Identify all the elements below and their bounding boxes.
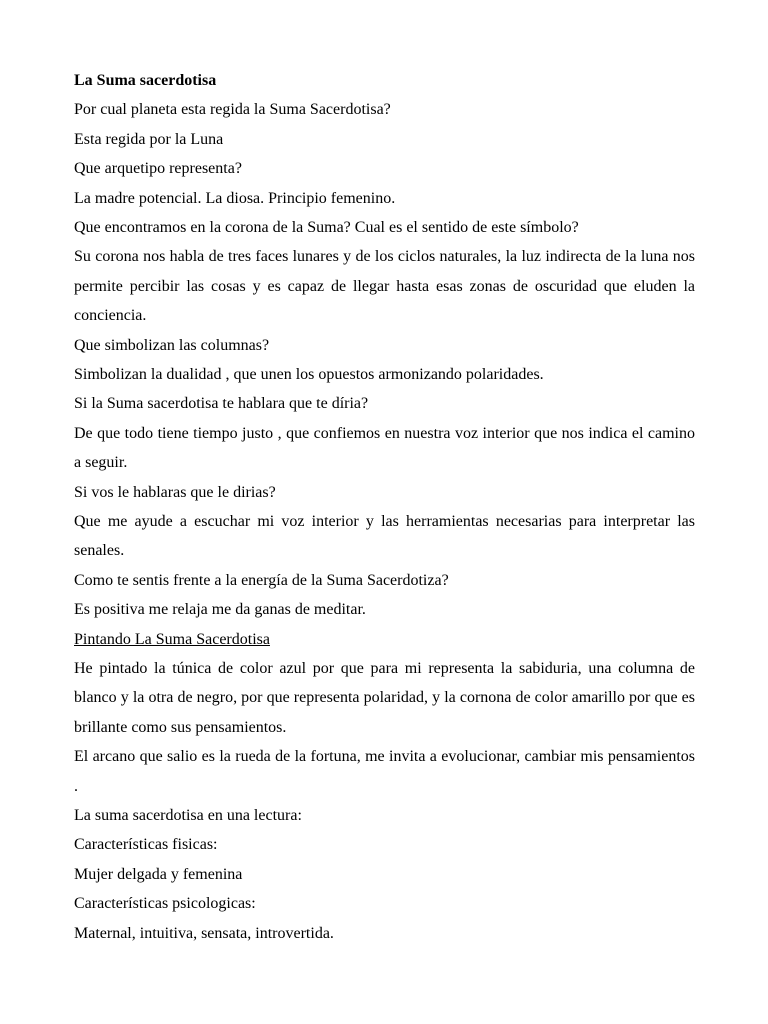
section-heading: Pintando La Suma Sacerdotisa [74,630,270,648]
answer-you-speak-paragraph: Que me ayude a escuchar mi voz interior y las herramientas necesarias para interpretar las senales. [74,512,695,560]
arcana-paragraph: El arcano que salio es la rueda de la fortuna, me invita a evolucionar, cambiar mis pensamientos . [74,748,695,795]
physical-traits-value: Mujer delgada y femenina [74,865,243,883]
question-crown: Que encontramos en la corona de la Suma? Cual es el sentido de este símbolo? [74,218,579,236]
answer-feel: Es positiva me relaja me da ganas de meditar. [74,601,366,619]
reading-heading: La suma sacerdotisa en una lectura: [74,806,302,824]
answer-crown-paragraph: Su corona nos habla de tres faces lunares y de los ciclos naturales, la luz indirecta de la luna nos permite percibir las cosas y es capaz de llegar hasta esas zonas de oscuridad que eluden la conciencia. [74,248,695,325]
answer-planet: Esta regida por la Luna [74,130,224,148]
painting-paragraph: He pintado la túnica de color azul por que para mi representa la sabiduria, una columna de blanco y la otra de negro, por que representa polaridad, y la cornona de color amarillo por que es brillante como sus pensamientos. [74,659,695,736]
document-page [74,66,695,948]
psych-traits-label: Características psicologicas: [74,895,256,913]
question-archetype: Que arquetipo representa? [74,160,242,178]
question-speak: Si la Suma sacerdotisa te hablara que te díria? [74,395,369,413]
answer-archetype: La madre potencial. La diosa. Principio femenino. [74,189,396,207]
physical-traits-label: Características fisicas: [74,836,218,854]
question-feel: Como te sentis frente a la energía de la Suma Sacerdotiza? [74,571,449,589]
answer-columns: Simbolizan la dualidad , que unen los opuestos armonizando polaridades. [74,365,544,383]
answer-speak-paragraph: De que todo tiene tiempo justo , que confiemos en nuestra voz interior que nos indica el camino a seguir. [74,424,695,472]
question-columns: Que simbolizan las columnas? [74,336,270,354]
document-title: La Suma sacerdotisa [74,72,217,89]
psych-traits-value: Maternal, intuitiva, sensata, introvertida. [74,924,334,942]
question-planet: Por cual planeta esta regida la Suma Sacerdotisa? [74,101,391,119]
question-you-speak: Si vos le hablaras que le dirias? [74,483,276,501]
